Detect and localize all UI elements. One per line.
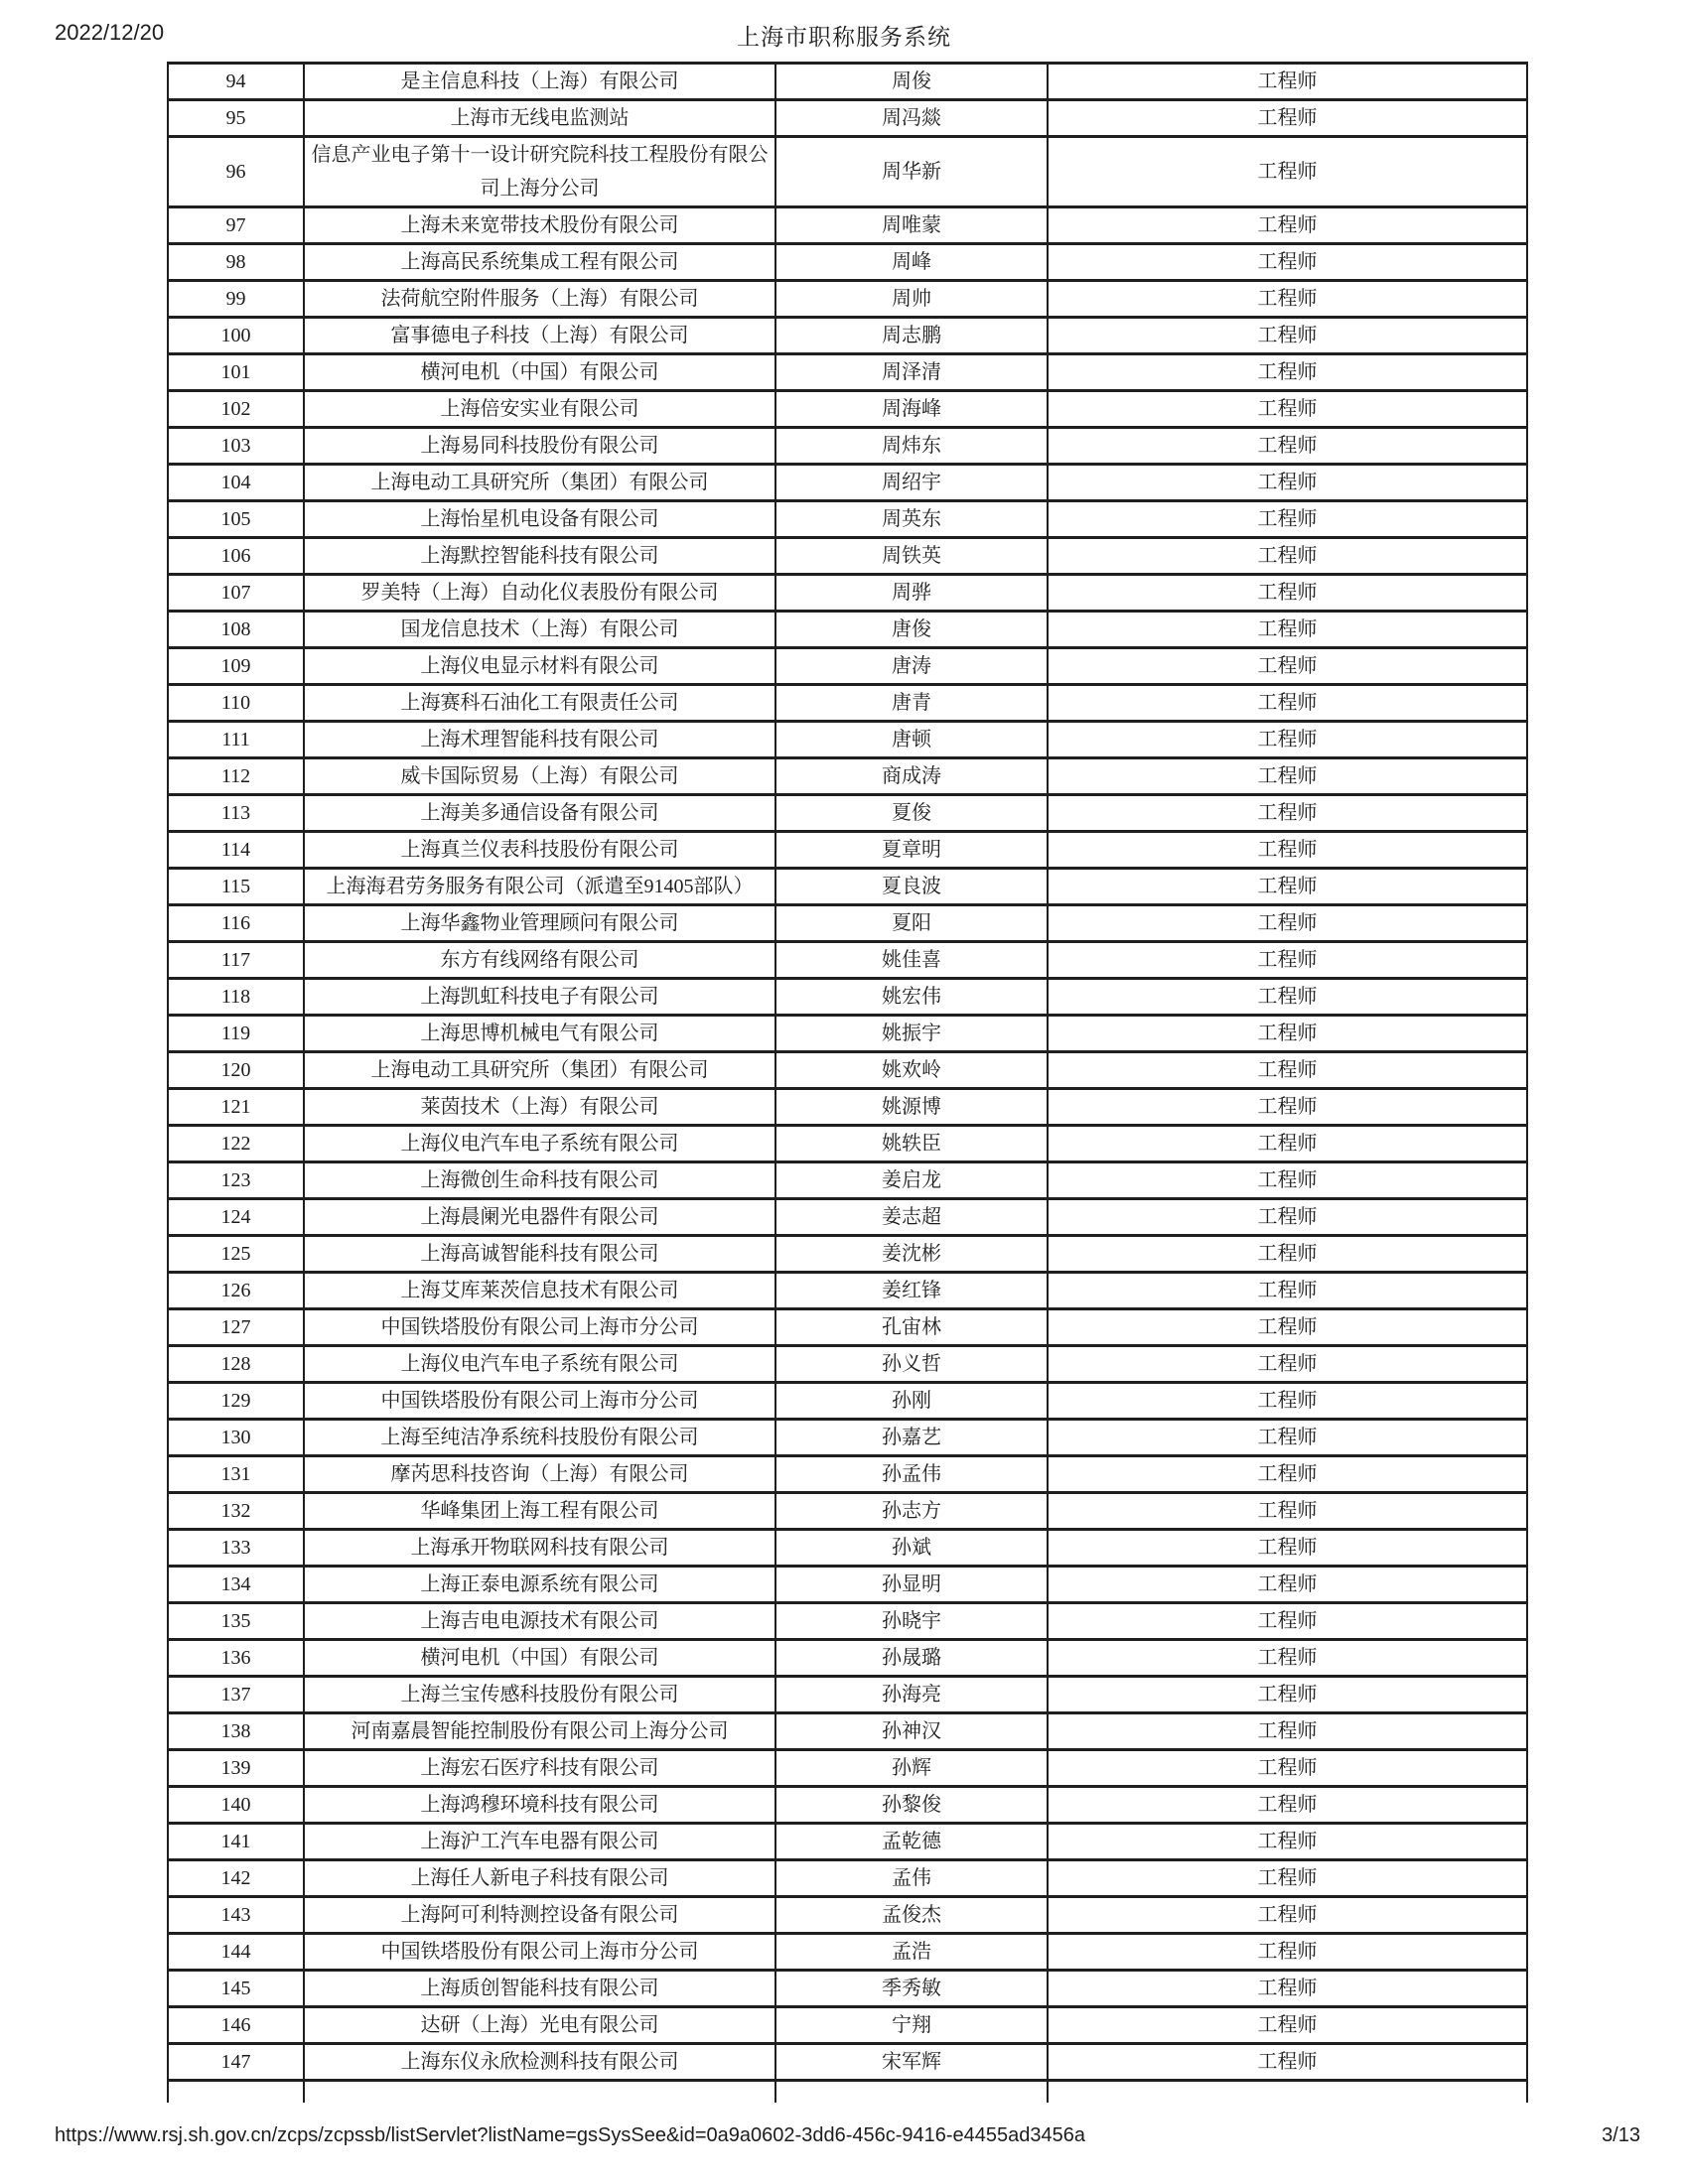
table-row [168,501,1527,538]
company-cell: 是主信息科技（上海）有限公司 [304,64,775,100]
person-name-cell: 孟俊杰 [775,1897,1048,1934]
row-number-cell: 109 [168,648,304,685]
job-title-cell: 工程师 [1048,1787,1527,1824]
person-name-cell: 孟乾德 [775,1824,1048,1860]
page-title: 上海市职称服务系统 [737,24,951,50]
person-name-cell: 姚欢岭 [775,1052,1048,1089]
table-row [168,391,1527,428]
row-number-cell: 100 [168,318,304,354]
row-number-cell: 140 [168,1787,304,1824]
company-cell: 莱茵技术（上海）有限公司 [304,1089,775,1126]
row-number-cell: 103 [168,428,304,465]
table-row [168,612,1527,648]
person-name-cell: 周铁英 [775,538,1048,575]
row-number-cell: 122 [168,1126,304,1162]
job-title-cell: 工程师 [1048,1713,1527,1750]
job-title-cell: 工程师 [1048,905,1527,942]
job-title-cell: 工程师 [1048,1934,1527,1971]
row-number-cell: 127 [168,1309,304,1346]
person-name-cell: 孙刚 [775,1383,1048,1420]
partial-table-row [168,2081,1527,2104]
person-name-cell: 孙神汉 [775,1713,1048,1750]
row-number-cell: 102 [168,391,304,428]
company-cell: 上海仪电汽车电子系统有限公司 [304,1346,775,1383]
row-number-cell: 113 [168,795,304,832]
job-title-cell: 工程师 [1048,832,1527,869]
job-title-cell: 工程师 [1048,1346,1527,1383]
row-number-cell: 130 [168,1420,304,1456]
company-cell: 上海真兰仪表科技股份有限公司 [304,832,775,869]
table-row [168,1162,1527,1199]
company-cell: 信息产业电子第十一设计研究院科技工程股份有限公司上海分公司 [304,137,775,207]
row-number-cell [168,2081,304,2104]
job-title-cell: 工程师 [1048,1199,1527,1236]
company-cell: 上海倍安实业有限公司 [304,391,775,428]
person-name-cell: 孙孟伟 [775,1456,1048,1493]
person-name-cell: 夏俊 [775,795,1048,832]
table-row [168,1052,1527,1089]
row-number-cell: 117 [168,942,304,979]
person-name-cell: 姚轶臣 [775,1126,1048,1162]
table-row [168,1236,1527,1273]
row-number-cell: 146 [168,2007,304,2044]
table-row [168,1383,1527,1420]
job-title-cell: 工程师 [1048,942,1527,979]
table-row [168,1199,1527,1236]
table-row [168,1126,1527,1162]
job-title-cell: 工程师 [1048,795,1527,832]
row-number-cell: 106 [168,538,304,575]
table-row [168,428,1527,465]
page-number: 3/13 [1602,2124,1640,2146]
company-cell: 上海宏石医疗科技有限公司 [304,1750,775,1787]
company-cell: 上海高民系统集成工程有限公司 [304,244,775,281]
row-number-cell: 145 [168,1971,304,2007]
company-cell: 上海电动工具研究所（集团）有限公司 [304,1052,775,1089]
row-number-cell: 124 [168,1199,304,1236]
person-name-cell: 孙义哲 [775,1346,1048,1383]
row-number-cell: 138 [168,1713,304,1750]
job-title-cell: 工程师 [1048,207,1527,244]
table-row [168,244,1527,281]
company-cell: 上海美多通信设备有限公司 [304,795,775,832]
job-title-cell: 工程师 [1048,244,1527,281]
table-row [168,1824,1527,1860]
table-row [168,100,1527,137]
job-title-cell: 工程师 [1048,391,1527,428]
company-cell: 上海仪电显示材料有限公司 [304,648,775,685]
table-row [168,137,1527,207]
table-row [168,538,1527,575]
row-number-cell: 96 [168,137,304,207]
company-cell: 横河电机（中国）有限公司 [304,354,775,391]
person-name-cell: 周冯燚 [775,100,1048,137]
table-row [168,648,1527,685]
job-title-cell: 工程师 [1048,1456,1527,1493]
job-title-cell: 工程师 [1048,2007,1527,2044]
job-title-cell: 工程师 [1048,722,1527,758]
company-cell: 法荷航空附件服务（上海）有限公司 [304,281,775,318]
row-number-cell: 108 [168,612,304,648]
row-number-cell: 119 [168,1016,304,1052]
company-cell: 上海仪电汽车电子系统有限公司 [304,1126,775,1162]
table-row [168,1273,1527,1309]
job-title-cell: 工程师 [1048,1750,1527,1787]
person-name-cell: 季秀敏 [775,1971,1048,2007]
table-row [168,1677,1527,1713]
job-title-cell: 工程师 [1048,1236,1527,1273]
job-title-cell: 工程师 [1048,685,1527,722]
table-row [168,1640,1527,1677]
job-title-cell: 工程师 [1048,575,1527,612]
person-name-cell: 夏阳 [775,905,1048,942]
table-row [168,942,1527,979]
row-number-cell: 134 [168,1567,304,1603]
row-number-cell: 141 [168,1824,304,1860]
company-cell: 上海电动工具研究所（集团）有限公司 [304,465,775,501]
job-title-cell: 工程师 [1048,1677,1527,1713]
table-body [168,64,1527,2104]
print-footer-url: https://www.rsj.sh.gov.cn/zcps/zcpssb/listServlet?listName=gsSysSee&id=0a9a0602-3dd6-456c-9416-e4455ad3456a [55,2124,1086,2146]
job-title-cell: 工程师 [1048,1273,1527,1309]
job-title-cell: 工程师 [1048,1309,1527,1346]
print-header-date: 2022/12/20 [55,20,165,45]
row-number-cell: 132 [168,1493,304,1530]
job-title-cell: 工程师 [1048,1603,1527,1640]
person-name-cell: 周俊 [775,64,1048,100]
company-cell: 东方有线网络有限公司 [304,942,775,979]
person-name-cell: 周峰 [775,244,1048,281]
person-name-cell: 周唯蒙 [775,207,1048,244]
person-name-cell: 周泽清 [775,354,1048,391]
row-number-cell: 112 [168,758,304,795]
company-cell: 上海高诚智能科技有限公司 [304,1236,775,1273]
company-cell: 上海凯虹科技电子有限公司 [304,979,775,1016]
job-title-cell: 工程师 [1048,1860,1527,1897]
job-title-cell: 工程师 [1048,354,1527,391]
row-number-cell: 137 [168,1677,304,1713]
table-row [168,722,1527,758]
job-title-cell: 工程师 [1048,758,1527,795]
person-name-cell: 姚佳喜 [775,942,1048,979]
company-cell: 上海赛科石油化工有限责任公司 [304,685,775,722]
row-number-cell: 133 [168,1530,304,1567]
person-name-cell: 周帅 [775,281,1048,318]
company-cell: 达研（上海）光电有限公司 [304,2007,775,2044]
job-title-cell: 工程师 [1048,869,1527,905]
company-cell: 华峰集团上海工程有限公司 [304,1493,775,1530]
table-row [168,1493,1527,1530]
company-cell: 上海术理智能科技有限公司 [304,722,775,758]
company-cell: 上海东仪永欣检测科技有限公司 [304,2044,775,2081]
person-name-cell: 周炜东 [775,428,1048,465]
person-name-cell: 孙斌 [775,1530,1048,1567]
row-number-cell: 136 [168,1640,304,1677]
person-name-cell: 唐涛 [775,648,1048,685]
table-row [168,354,1527,391]
job-title-cell: 工程师 [1048,1640,1527,1677]
row-number-cell: 131 [168,1456,304,1493]
row-number-cell: 98 [168,244,304,281]
company-cell: 上海吉电电源技术有限公司 [304,1603,775,1640]
company-cell: 上海鸿穆环境科技有限公司 [304,1787,775,1824]
company-cell: 上海正泰电源系统有限公司 [304,1567,775,1603]
job-title-cell: 工程师 [1048,1530,1527,1567]
table-row [168,1567,1527,1603]
row-number-cell: 99 [168,281,304,318]
company-cell: 罗美特（上海）自动化仪表股份有限公司 [304,575,775,612]
person-name-cell: 孟伟 [775,1860,1048,1897]
person-name-cell: 周海峰 [775,391,1048,428]
job-title-cell [1048,2081,1527,2104]
job-title-cell: 工程师 [1048,1971,1527,2007]
row-number-cell: 94 [168,64,304,100]
person-name-cell: 周绍宇 [775,465,1048,501]
person-name-cell: 孙晟璐 [775,1640,1048,1677]
job-title-cell: 工程师 [1048,1383,1527,1420]
table-row [168,685,1527,722]
table-row [168,905,1527,942]
table-row [168,465,1527,501]
company-cell: 上海思博机械电气有限公司 [304,1016,775,1052]
table-row [168,1603,1527,1640]
job-title-cell: 工程师 [1048,1567,1527,1603]
company-cell: 威卡国际贸易（上海）有限公司 [304,758,775,795]
company-cell: 上海任人新电子科技有限公司 [304,1860,775,1897]
person-name-cell [775,2081,1048,2104]
job-title-cell: 工程师 [1048,538,1527,575]
job-title-cell: 工程师 [1048,2044,1527,2081]
table-row [168,1971,1527,2007]
row-number-cell: 147 [168,2044,304,2081]
person-name-cell: 姜启龙 [775,1162,1048,1199]
table-row [168,832,1527,869]
company-cell: 上海市无线电监测站 [304,100,775,137]
job-title-cell: 工程师 [1048,318,1527,354]
company-cell: 上海华鑫物业管理顾问有限公司 [304,905,775,942]
job-title-cell: 工程师 [1048,1052,1527,1089]
row-number-cell: 123 [168,1162,304,1199]
company-cell: 上海承开物联网科技有限公司 [304,1530,775,1567]
job-title-cell: 工程师 [1048,281,1527,318]
job-title-cell: 工程师 [1048,1420,1527,1456]
row-number-cell: 104 [168,465,304,501]
roster-table [167,62,1528,2103]
table-row [168,1934,1527,1971]
person-name-cell: 孙辉 [775,1750,1048,1787]
row-number-cell: 105 [168,501,304,538]
job-title-cell: 工程师 [1048,1897,1527,1934]
row-number-cell: 129 [168,1383,304,1420]
person-name-cell: 周英东 [775,501,1048,538]
table-row [168,207,1527,244]
person-name-cell: 孙显明 [775,1567,1048,1603]
company-cell: 上海默控智能科技有限公司 [304,538,775,575]
company-cell: 上海质创智能科技有限公司 [304,1971,775,2007]
table-row [168,758,1527,795]
person-name-cell: 姜红锋 [775,1273,1048,1309]
row-number-cell: 101 [168,354,304,391]
job-title-cell: 工程师 [1048,64,1527,100]
person-name-cell: 周志鹏 [775,318,1048,354]
person-name-cell: 孙晓宇 [775,1603,1048,1640]
job-title-cell: 工程师 [1048,428,1527,465]
table-row [168,869,1527,905]
table-row [168,281,1527,318]
person-name-cell: 姚振宇 [775,1016,1048,1052]
company-cell [304,2081,775,2104]
person-name-cell: 孟浩 [775,1934,1048,1971]
job-title-cell: 工程师 [1048,1016,1527,1052]
row-number-cell: 120 [168,1052,304,1089]
table-row [168,318,1527,354]
table-row [168,575,1527,612]
company-cell: 上海沪工汽车电器有限公司 [304,1824,775,1860]
person-name-cell: 唐顿 [775,722,1048,758]
table-row [168,1530,1527,1567]
company-cell: 中国铁塔股份有限公司上海市分公司 [304,1934,775,1971]
job-title-cell: 工程师 [1048,1162,1527,1199]
row-number-cell: 125 [168,1236,304,1273]
company-cell: 上海至纯洁净系统科技股份有限公司 [304,1420,775,1456]
person-name-cell: 夏良波 [775,869,1048,905]
row-number-cell: 144 [168,1934,304,1971]
job-title-cell: 工程师 [1048,137,1527,207]
table-row [168,1309,1527,1346]
job-title-cell: 工程师 [1048,465,1527,501]
table-row [168,1897,1527,1934]
row-number-cell: 116 [168,905,304,942]
table-row [168,1016,1527,1052]
company-cell: 河南嘉晨智能控制股份有限公司上海分公司 [304,1713,775,1750]
person-name-cell: 周骅 [775,575,1048,612]
person-name-cell: 孙志方 [775,1493,1048,1530]
table-row [168,1089,1527,1126]
table-row [168,795,1527,832]
table-row [168,2044,1527,2081]
person-name-cell: 姜沈彬 [775,1236,1048,1273]
row-number-cell: 111 [168,722,304,758]
company-cell: 上海微创生命科技有限公司 [304,1162,775,1199]
row-number-cell: 126 [168,1273,304,1309]
person-name-cell: 夏章明 [775,832,1048,869]
table-row [168,2007,1527,2044]
row-number-cell: 118 [168,979,304,1016]
table-row [168,1787,1527,1824]
company-cell: 上海未来宽带技术股份有限公司 [304,207,775,244]
row-number-cell: 110 [168,685,304,722]
table-row [168,1456,1527,1493]
person-name-cell: 姜志超 [775,1199,1048,1236]
company-cell: 上海海君劳务服务有限公司（派遣至91405部队） [304,869,775,905]
person-name-cell: 宋军辉 [775,2044,1048,2081]
company-cell: 上海艾库莱茨信息技术有限公司 [304,1273,775,1309]
company-cell: 横河电机（中国）有限公司 [304,1640,775,1677]
row-number-cell: 121 [168,1089,304,1126]
row-number-cell: 139 [168,1750,304,1787]
job-title-cell: 工程师 [1048,648,1527,685]
job-title-cell: 工程师 [1048,1089,1527,1126]
company-cell: 上海晨阑光电器件有限公司 [304,1199,775,1236]
company-cell: 中国铁塔股份有限公司上海市分公司 [304,1309,775,1346]
job-title-cell: 工程师 [1048,100,1527,137]
job-title-cell: 工程师 [1048,1126,1527,1162]
job-title-cell: 工程师 [1048,612,1527,648]
job-title-cell: 工程师 [1048,979,1527,1016]
company-cell: 富事德电子科技（上海）有限公司 [304,318,775,354]
table-row [168,979,1527,1016]
company-cell: 摩芮思科技咨询（上海）有限公司 [304,1456,775,1493]
row-number-cell: 114 [168,832,304,869]
table-row [168,1420,1527,1456]
job-title-cell: 工程师 [1048,1824,1527,1860]
person-name-cell: 姚源博 [775,1089,1048,1126]
company-cell: 中国铁塔股份有限公司上海市分公司 [304,1383,775,1420]
person-name-cell: 宁翔 [775,2007,1048,2044]
row-number-cell: 97 [168,207,304,244]
job-title-cell: 工程师 [1048,501,1527,538]
table-row [168,64,1527,100]
table-row [168,1860,1527,1897]
company-cell: 上海兰宝传感科技股份有限公司 [304,1677,775,1713]
row-number-cell: 95 [168,100,304,137]
table-row [168,1346,1527,1383]
row-number-cell: 107 [168,575,304,612]
person-name-cell: 商成涛 [775,758,1048,795]
company-cell: 上海易同科技股份有限公司 [304,428,775,465]
person-name-cell: 孔宙林 [775,1309,1048,1346]
row-number-cell: 135 [168,1603,304,1640]
row-number-cell: 142 [168,1860,304,1897]
company-cell: 国龙信息技术（上海）有限公司 [304,612,775,648]
person-name-cell: 孙海亮 [775,1677,1048,1713]
person-name-cell: 姚宏伟 [775,979,1048,1016]
person-name-cell: 孙嘉艺 [775,1420,1048,1456]
company-cell: 上海怡星机电设备有限公司 [304,501,775,538]
person-name-cell: 周华新 [775,137,1048,207]
company-cell: 上海阿可利特测控设备有限公司 [304,1897,775,1934]
row-number-cell: 128 [168,1346,304,1383]
person-name-cell: 唐青 [775,685,1048,722]
table-row [168,1713,1527,1750]
person-name-cell: 孙黎俊 [775,1787,1048,1824]
person-name-cell: 唐俊 [775,612,1048,648]
row-number-cell: 115 [168,869,304,905]
table-row [168,1750,1527,1787]
row-number-cell: 143 [168,1897,304,1934]
job-title-cell: 工程师 [1048,1493,1527,1530]
